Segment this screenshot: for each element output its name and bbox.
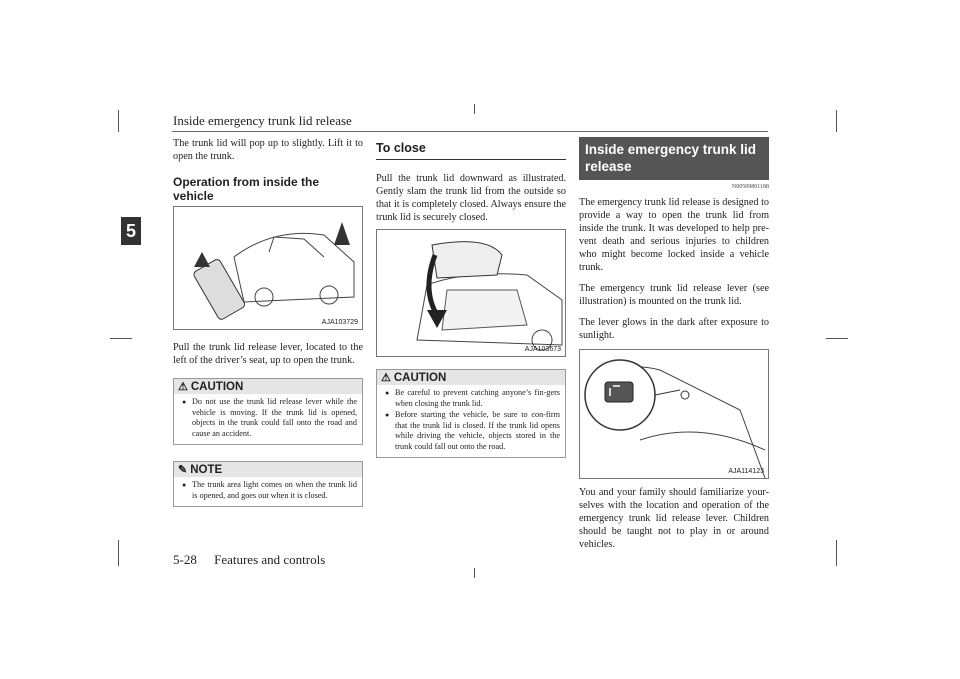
chapter-tab: 5 (121, 217, 141, 245)
release-lever-figure (173, 206, 363, 330)
column-1 (173, 137, 363, 207)
release-description: The emergency trunk lid release is designed to provide a way to open the trunk lid from inside the trunk. It was developed to help pre-vent death and serious injuries to children who might become locked inside a vehicle trunk. (579, 197, 769, 273)
crop-mark (118, 540, 119, 566)
page-header-title: Inside emergency trunk lid release (173, 113, 352, 128)
caution-box (173, 378, 363, 445)
column-3 (579, 137, 769, 342)
crop-mark (836, 110, 837, 132)
crop-mark (110, 338, 132, 339)
page-footer (173, 552, 339, 568)
footer-section: Features and controls (214, 552, 326, 567)
pencil-icon: ✎ (178, 464, 188, 476)
column-1-lower (173, 341, 363, 367)
note-box (173, 461, 363, 507)
crop-mark (474, 104, 475, 114)
lever-mount-text: The emergency trunk lid release lever (see illustration) is mounted on the trunk lid. (579, 283, 769, 307)
section-heading: To close (376, 141, 566, 160)
column-2 (376, 137, 566, 224)
close-trunk-figure (376, 229, 566, 357)
crop-mark (118, 110, 119, 132)
column-3-lower (579, 486, 769, 551)
intro-text: The trunk lid will pop up to slightly. Lift it to open the trunk. (173, 138, 363, 162)
glow-text: The lever glows in the dark after exposure to sunlight. (579, 317, 769, 341)
caution-title: CAUTION (190, 380, 244, 393)
figure-code: AJA103673 (524, 346, 561, 353)
caution-item: ● Do not use the trunk lid release lever while the vehicle is moving. If the trunk lid is opened, objects in the trunk could fall onto the road and cause an accident. (192, 397, 357, 439)
note-title: NOTE (190, 463, 223, 476)
warning-icon: ⚠ (381, 372, 391, 384)
emergency-lever-figure (579, 349, 769, 479)
caution-item: ● Be careful to prevent catching anyone’s fin-gers when closing the trunk lid. (395, 388, 560, 409)
caution-box (376, 369, 566, 458)
caution-item: ● Before starting the vehicle, be sure to con-firm that the trunk lid is closed. If the trunk lid opens while driving the vehicle, objects stored in the trunk could fall out onto the road. (395, 410, 560, 452)
warning-icon: ⚠ (178, 381, 188, 393)
caution-title: CAUTION (393, 371, 447, 384)
lever-instruction: Pull the trunk lid release lever, located to the left of the driver’s seat, up to open the trunk. (173, 342, 363, 366)
page-number: 5-28 (173, 552, 197, 567)
section-heading: Operation from inside the vehicle (173, 175, 363, 207)
note-item: ● The trunk area light comes on when the trunk lid is opened, and goes out when it is closed. (192, 480, 357, 501)
figure-code: AJA103729 (321, 319, 358, 326)
car-lever-illustration (174, 207, 362, 329)
document-code: N00509801188 (731, 184, 769, 190)
emergency-lever-illustration (580, 350, 768, 478)
figure-code: AJA114123 (728, 468, 764, 475)
close-instruction: Pull the trunk lid downward as illustrated. Gently slam the trunk lid from the outside so that it is completely closed. Always ensure the trunk lid is securely closed. (376, 173, 566, 223)
crop-mark (826, 338, 848, 339)
header-rule (172, 131, 768, 132)
section-heading: Inside emergency trunk lid release (579, 137, 769, 180)
crop-mark (474, 568, 475, 578)
crop-mark (836, 540, 837, 566)
trunk-close-illustration (377, 230, 565, 356)
family-advice: You and your family should familiarize your-selves with the location and operation of the emergency trunk lid release lever. Children should be taught not to play in or around vehicles. (579, 487, 769, 550)
